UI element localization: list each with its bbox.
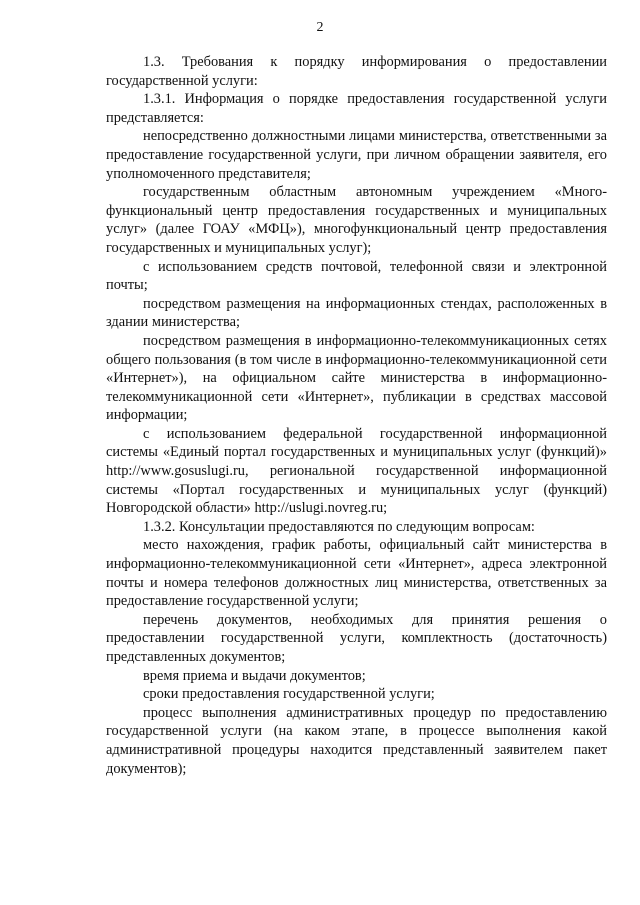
page-number: 2 [316, 20, 324, 35]
paragraph: 1.3.2. Консультации предоставляются по следующим вопросам: [143, 518, 535, 535]
paragraph: процесс выполнения административных процедур по предоставлению государственной услуги (на каком этапе, в процессе выполнения какой административной процедуры находится представленный заявителем пакет документов); [106, 704, 607, 777]
paragraph: перечень документов, необходимых для принятия решения о предоставлении государственной услуги, комплектность (достаточность) представленных документов; [106, 611, 607, 665]
paragraph: посредством размещения в информационно-телекоммуникационных сетях общего пользования (в том числе в информационно-телекоммуникационной сети «Интернет»), на официальном сайте министерства в информационно-телекоммуникационной сети «Интернет», публикации в средствах массовой информации; [106, 332, 607, 424]
paragraph: сроки предоставления государственной услуги; [143, 686, 435, 703]
paragraph: место нахождения, график работы, официальный сайт министерства в информационно-телекоммуникационной сети «Интернет», адреса электронной почты и номера телефонов должностных лиц министерства, ответственных за предоставление государственной услуги; [106, 537, 607, 610]
paragraph: посредством размещения на информационных стендах, расположенных в здании министерства; [106, 295, 607, 331]
document-body [106, 53, 607, 778]
paragraph: государственным областным автономным учреждением «Много-функциональный центр предоставления государственных и муниципальных услуг» (далее ГОАУ «МФЦ»), многофункциональный центр предоставления государственных и муниципальных услуг); [106, 184, 607, 256]
paragraph: 1.3. Требования к порядку информирования о предоставлении государственной услуги: [106, 54, 607, 89]
paragraph: с использованием федеральной государственной информационной системы «Единый портал государственных и муниципальных услуг (функций)» http://www.gosuslugi.ru, региональной государственной информационной системы «Портал государственных и муниципальных услуг (функций) Новгородской области» http://uslugi.novreg.ru; [106, 425, 607, 517]
paragraph: 1.3.1. Информация о порядке предоставления государственной услуги представляется: [106, 91, 607, 126]
paragraph: время приема и выдачи документов; [143, 667, 366, 684]
paragraph: с использованием средств почтовой, телефонной связи и электронной почты; [106, 258, 607, 294]
paragraph: непосредственно должностными лицами министерства, ответственными за предоставление государственной услуги, при личном обращении заявителя, его уполномоченного представителя; [106, 128, 607, 182]
